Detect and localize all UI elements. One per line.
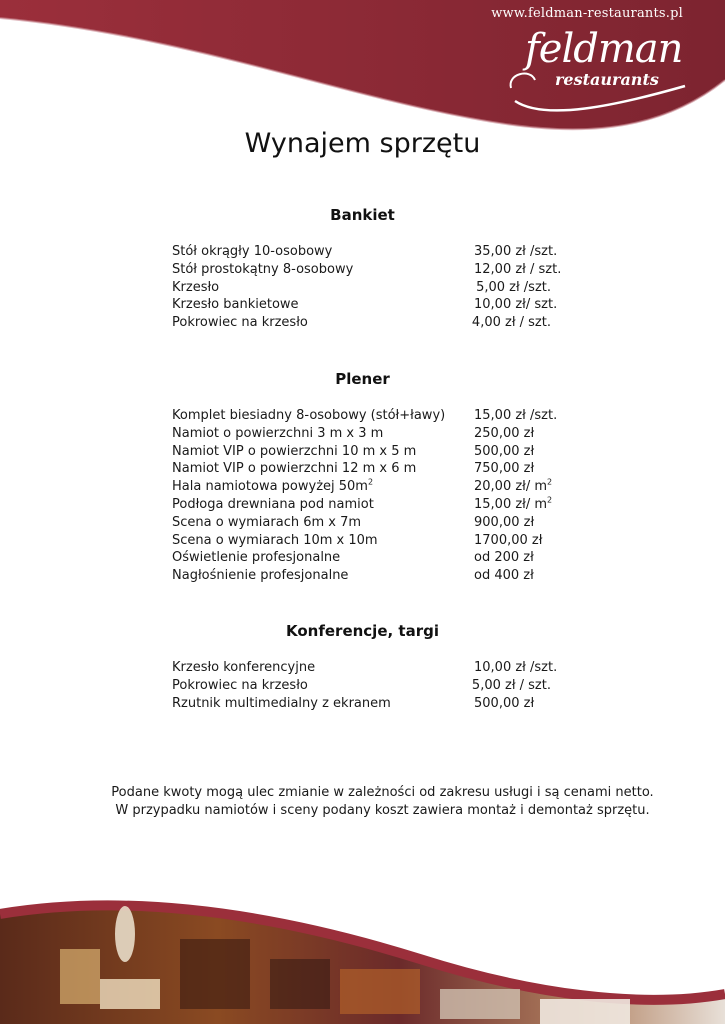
item-price-text: 15,00 zł/ m [474, 496, 548, 512]
superscript: 2 [547, 495, 553, 505]
item-price: 750,00 zł [474, 461, 535, 477]
item-name-text: Hala namiotowa powyżej 50m [172, 479, 368, 495]
superscript: 2 [367, 477, 374, 487]
item-price-text: 20,00 zł/ m [474, 479, 548, 495]
section-title-konferencje: Konferencje, targi [286, 622, 439, 640]
price-list-plener [172, 407, 572, 585]
item-price: 900,00 zł [474, 514, 535, 530]
section-title-plener: Plener [335, 370, 390, 388]
price-row [172, 695, 572, 713]
logo-swoosh-icon [505, 66, 705, 126]
item-name: Krzesło konferencyjne [172, 660, 316, 675]
item-price: 5,00 zł /szt. [476, 279, 551, 295]
price-row [172, 514, 572, 532]
price-row [172, 677, 572, 695]
item-price: 12,00 zł / szt. [474, 261, 562, 277]
footnote-line: Podane kwoty mogą ulec zmianie w zależności od zakresu usługi i są cenami netto. [111, 785, 654, 800]
footnote [0, 784, 725, 820]
item-name: Namiot VIP o powierzchni 12 m x 6 m [172, 461, 417, 477]
item-price: od 200 zł [474, 550, 534, 566]
price-row [172, 567, 572, 585]
item-name: Namiot o powierzchni 3 m x 3 m [172, 425, 384, 441]
price-row [172, 478, 572, 496]
price-row [172, 443, 572, 461]
item-name: Krzesło bankietowe [172, 297, 299, 313]
item-price [474, 496, 552, 514]
item-price: 500,00 zł [474, 695, 535, 711]
item-price: od 400 zł [474, 568, 534, 584]
item-name: Rzutnik multimedialny z ekranem [172, 695, 391, 711]
item-name: Pokrowiec na krzesło [172, 677, 308, 693]
price-row [172, 496, 572, 514]
logo-subtitle: restaurants [555, 70, 659, 89]
website-url[interactable]: www.feldman-restaurants.pl [491, 6, 683, 21]
footnote-line: W przypadku namiotów i sceny podany koszt zawiera montaż i demontaż sprzętu. [115, 803, 650, 818]
item-price: 4,00 zł / szt. [471, 315, 551, 331]
item-name: Komplet biesiadny 8-osobowy (stół+ławy) [172, 408, 446, 423]
price-list-bankiet [172, 243, 572, 332]
item-name: Pokrowiec na krzesło [172, 315, 308, 331]
price-row [172, 261, 572, 279]
item-name: Nagłośnienie profesjonalne [172, 568, 349, 584]
price-row [172, 425, 572, 443]
price-row [172, 314, 572, 332]
item-price: 15,00 zł /szt. [474, 408, 558, 423]
price-row [172, 243, 572, 261]
item-price: 250,00 zł [474, 425, 535, 441]
item-price: 500,00 zł [474, 443, 535, 459]
price-row [172, 659, 572, 677]
section-title-bankiet: Bankiet [330, 206, 395, 224]
item-name: Oświetlenie profesjonalne [172, 550, 341, 566]
price-list-konferencje [172, 659, 572, 712]
footer-photo-strip [0, 899, 725, 1024]
superscript: 2 [547, 477, 553, 487]
item-name: Stół okrągły 10-osobowy [172, 244, 333, 259]
logo-wordmark: feldman [525, 26, 683, 72]
item-price: 1700,00 zł [474, 532, 543, 548]
price-row [172, 279, 572, 297]
item-name: Scena o wymiarach 10m x 10m [172, 532, 378, 548]
item-price: 10,00 zł /szt. [474, 660, 558, 675]
price-row [172, 532, 572, 550]
item-name: Scena o wymiarach 6m x 7m [172, 514, 362, 530]
item-name: Stół prostokątny 8-osobowy [172, 261, 354, 277]
item-name: Krzesło [172, 279, 220, 295]
feldman-logo [505, 26, 705, 126]
item-name: Namiot VIP o powierzchni 10 m x 5 m [172, 443, 417, 459]
price-row [172, 296, 572, 314]
item-name [172, 478, 373, 496]
item-name: Podłoga drewniana pod namiot [172, 496, 374, 512]
price-row [172, 407, 572, 425]
price-row [172, 460, 572, 478]
item-price: 10,00 zł/ szt. [474, 297, 558, 313]
page-title: Wynajem sprzętu [244, 128, 481, 159]
item-price: 35,00 zł /szt. [474, 244, 558, 259]
item-price [474, 478, 552, 496]
item-price: 5,00 zł / szt. [471, 677, 551, 693]
price-row [172, 549, 572, 567]
